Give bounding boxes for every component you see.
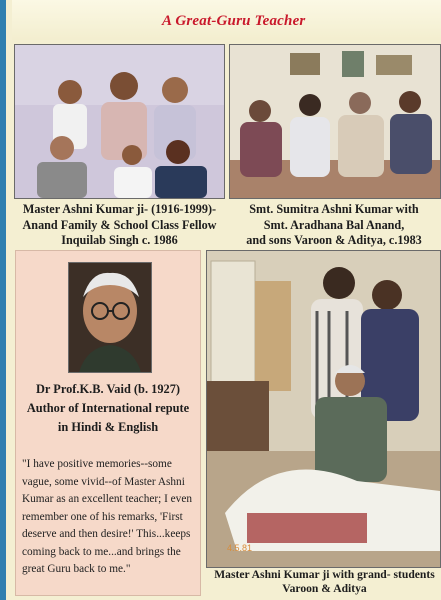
family-group-illustration [15,45,224,198]
portrait-illustration [69,263,151,372]
profile-title-line: in Hindi & English [57,420,159,434]
quote-line: vague, some vivid--of Master Ashni [22,475,185,488]
quote-line: great Guru back to me." [22,563,131,575]
quote-line: remember one of his remarks, 'First [22,510,183,523]
caption-line: Smt. Aradhana Bal Anand, [263,217,405,232]
page-header [12,0,441,40]
family-photo-caption [14,202,225,249]
seated-group-photo [229,44,441,199]
caption-line: Master Ashni Kumar ji- (1916-1999)- [22,202,217,216]
quote-line: Kumar as an excellent teacher; I even [22,493,192,505]
quote-line: "I have positive memories--some [22,458,172,470]
caption-line: Inquilab Singh c. 1986 [61,233,178,247]
quote-line: coming back to me...and brings the [22,545,181,558]
quote-line: deserve and then desire!' This...keeps [22,528,191,540]
photo-date-stamp: 4.5.81 [227,543,253,553]
caption-line: Varoon & Aditya [282,582,367,595]
seated-photo-caption [227,202,441,249]
seated-group-illustration [230,45,440,198]
caption-line: Anand Family & School Class Fellow [22,217,217,232]
page-title: A Great-Guru Teacher [162,13,306,29]
portrait-photo [68,262,152,373]
grand-students-photo [206,250,441,568]
profile-quote [22,456,200,579]
caption-line: and sons Varoon & Aditya, c.1983 [246,233,422,247]
caption-line: Master Ashni Kumar ji with grand- students [214,568,435,581]
profile-title-line: Author of International repute [26,401,190,415]
grand-students-caption [202,568,441,596]
profile-panel [15,250,201,596]
family-group-photo [14,44,225,199]
grand-students-illustration [207,251,440,567]
caption-line: Smt. Sumitra Ashni Kumar with [249,202,419,216]
profile-name: Dr Prof.K.B. Vaid (b. 1927) [35,382,181,396]
